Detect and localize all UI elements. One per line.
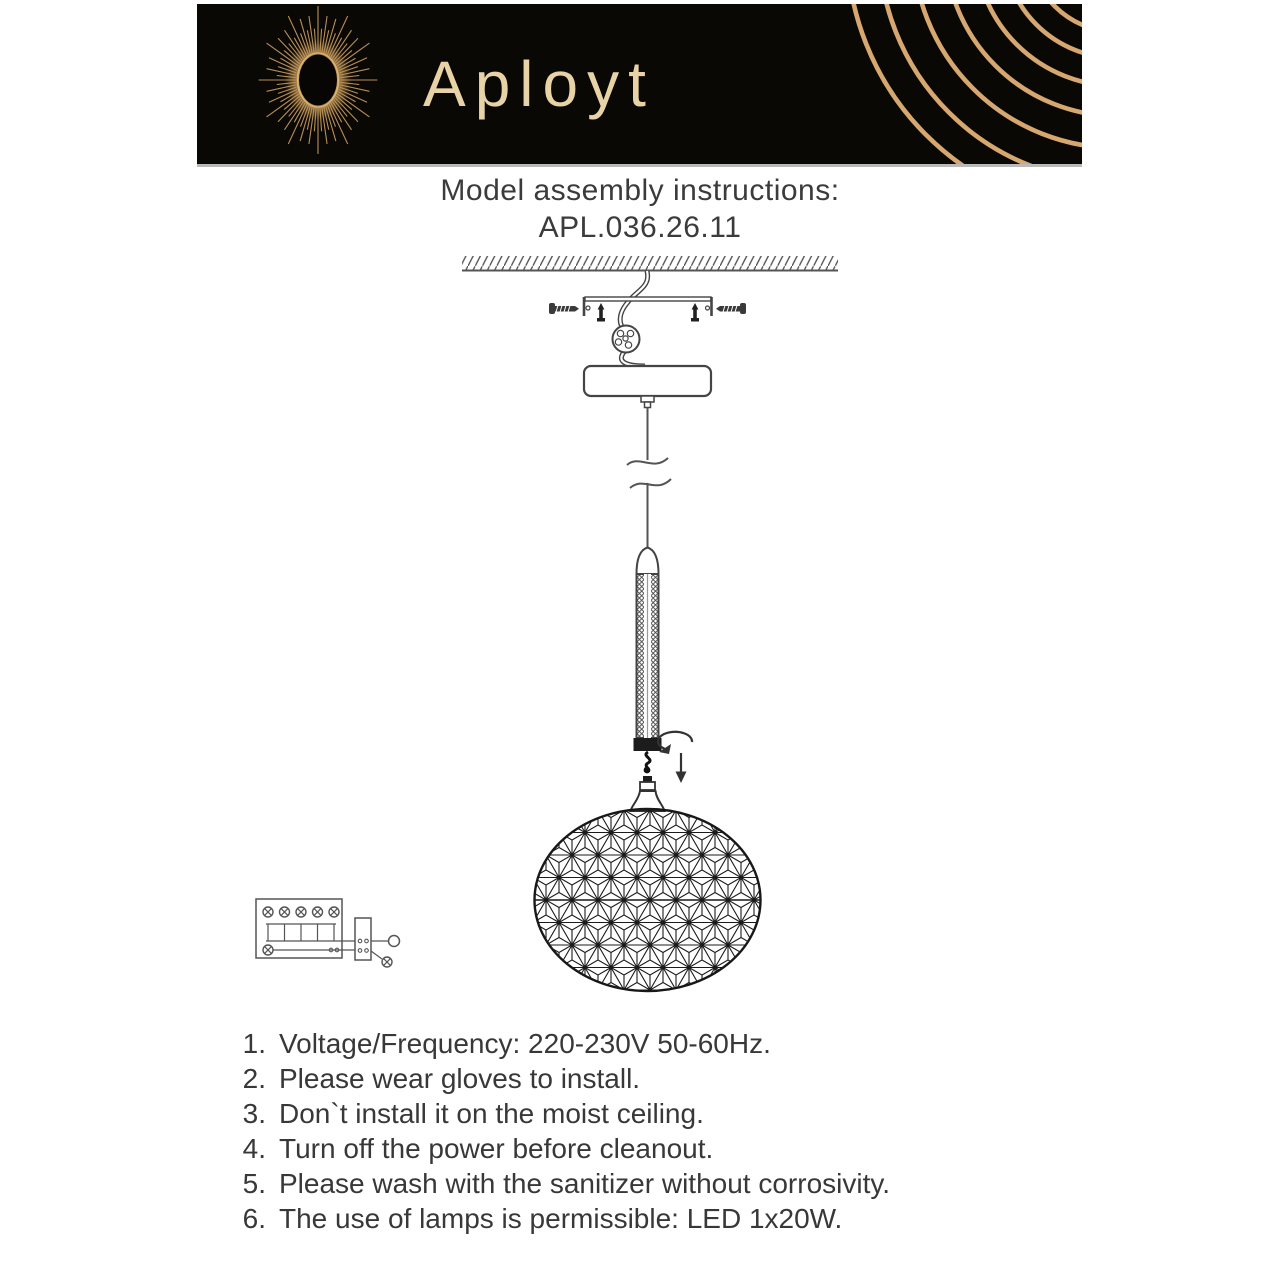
gold-rays-icon	[847, 4, 1082, 164]
rotate-arrow-icon	[658, 732, 692, 754]
instruction-number: 4.	[242, 1133, 266, 1164]
instruction-number: 6.	[242, 1203, 266, 1234]
crystal-rod	[634, 548, 662, 752]
instruction-number: 2.	[242, 1063, 266, 1094]
vertical-screw-right-icon	[691, 303, 699, 322]
sunburst-logo-icon	[259, 6, 378, 154]
instruction-item	[228, 1131, 1108, 1166]
instructions-list	[228, 1026, 1108, 1236]
ceiling-canopy	[584, 366, 711, 408]
suspension-cable	[627, 408, 671, 549]
instruction-text: The use of lamps is permissible: LED 1x20W.	[279, 1203, 843, 1234]
instruction-text: Please wear gloves to install.	[279, 1063, 641, 1094]
wiring-diagram	[256, 899, 400, 967]
crystal-ball-shade	[535, 809, 761, 991]
instruction-number: 1.	[242, 1028, 266, 1059]
instruction-text: Turn off the power before cleanout.	[279, 1133, 714, 1164]
instruction-number: 3.	[242, 1098, 266, 1129]
instruction-item	[228, 1201, 1108, 1236]
instruction-number: 5.	[242, 1168, 266, 1199]
down-arrow-icon	[676, 753, 687, 783]
instruction-text: Don`t install it on the moist ceiling.	[279, 1098, 704, 1129]
instruction-item	[228, 1026, 1108, 1061]
mounting-bracket	[584, 297, 712, 316]
assembly-diagram	[240, 250, 850, 1010]
lamp-symbols	[263, 907, 339, 917]
title-line1: Model assembly instructions:	[440, 174, 840, 207]
model-number: APL.036.26.11	[538, 211, 742, 244]
instruction-item	[228, 1061, 1108, 1096]
side-screw-left-icon	[549, 303, 579, 314]
page-title	[0, 172, 1280, 246]
instruction-item	[228, 1166, 1108, 1201]
side-screw-right-icon	[716, 303, 746, 314]
instruction-item	[228, 1096, 1108, 1131]
vertical-screw-left-icon	[597, 303, 605, 322]
instruction-text: Voltage/Frequency: 220-230V 50-60Hz.	[279, 1028, 771, 1059]
wire-connector	[613, 326, 640, 353]
brand-header	[197, 4, 1082, 167]
ceiling	[462, 256, 838, 271]
connector-wire	[640, 752, 655, 790]
instruction-text: Please wash with the sanitizer without corrosivity.	[279, 1168, 891, 1199]
brand-name: Aployt	[423, 48, 655, 120]
